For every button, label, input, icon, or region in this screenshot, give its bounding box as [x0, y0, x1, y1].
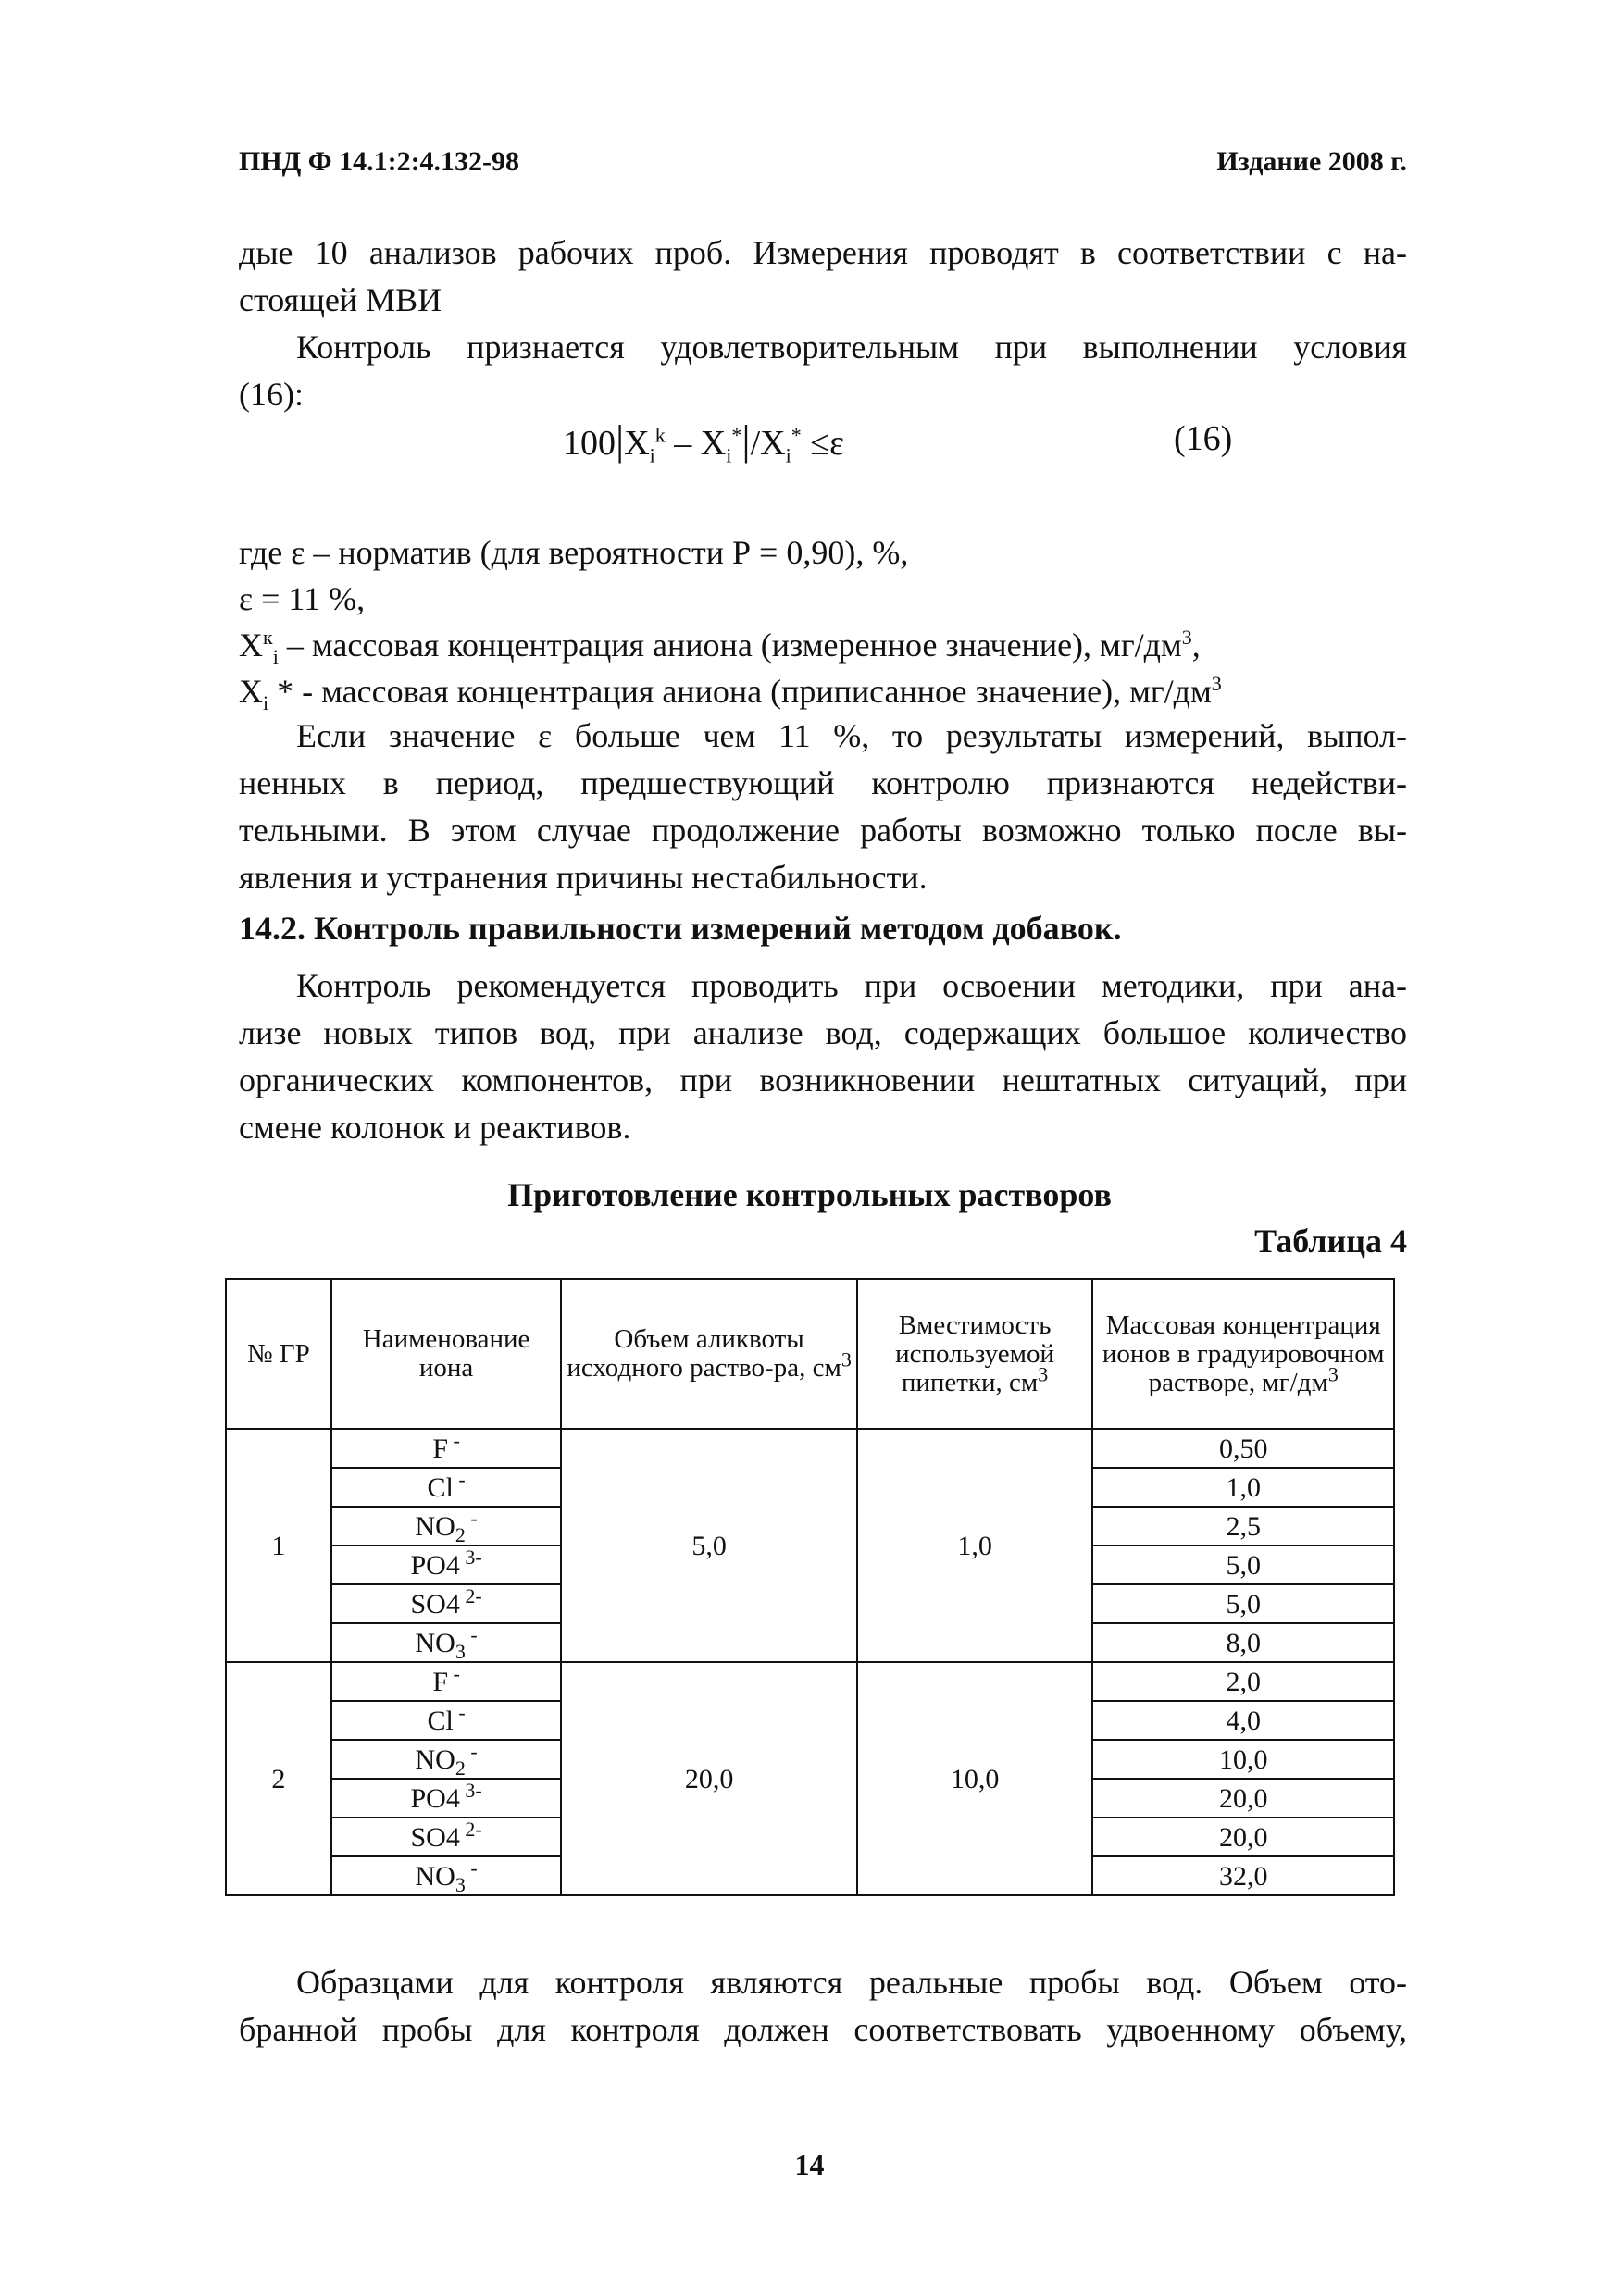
text-line: Контроль рекомендуется проводить при освоении методики, при ана-	[296, 967, 1407, 1004]
ion-cell	[331, 1468, 562, 1507]
concentration-cell: 8,0	[1092, 1623, 1394, 1662]
text-line: бранной пробы для контроля должен соответствовать удвоенному объему,	[239, 2011, 1407, 2048]
ion-charge: -	[453, 1700, 466, 1724]
text-line: органических компонентов, при возникновении нештатных ситуаций, при	[239, 1061, 1407, 1098]
ion-cell	[331, 1701, 562, 1740]
concentration-cell: 32,0	[1092, 1856, 1394, 1895]
ion-cell	[331, 1856, 562, 1895]
aliquot-cell: 5,0	[561, 1429, 856, 1662]
control-solutions-table	[225, 1278, 1395, 1896]
pipette-cell: 10,0	[857, 1662, 1093, 1895]
ion-formula: $NO_3$	[415, 1860, 466, 1896]
header-aliquot: Объем аликвоты исходного раство-ра, $см^3$	[561, 1279, 856, 1429]
section-heading: 14.2. Контроль правильности измерений методом добавок.	[239, 910, 1122, 947]
ion-cell	[331, 1818, 562, 1856]
aliquot-cell: 20,0	[561, 1662, 856, 1895]
ion-charge: -	[448, 1661, 460, 1685]
concentration-cell: 4,0	[1092, 1701, 1394, 1740]
ion-charge: 3-	[459, 1545, 482, 1569]
ion-cell	[331, 1545, 562, 1584]
table-header-row	[226, 1279, 1394, 1429]
text-line: стоящей МВИ	[239, 281, 442, 318]
header-concentration: Массовая концентрация ионов в градуировочном растворе, $мг/дм^3$	[1092, 1279, 1394, 1429]
page-number: 14	[794, 2148, 825, 2181]
validity-paragraph	[239, 713, 1407, 901]
text-line: дые 10 анализов рабочих проб. Измерения проводят в соответствии с на-	[239, 234, 1407, 271]
table-row	[226, 1429, 1394, 1468]
ion-charge: -	[465, 1506, 478, 1530]
ion-cell	[331, 1507, 562, 1545]
ion-cell	[331, 1429, 562, 1468]
ion-formula: SO4	[410, 1821, 460, 1853]
text-line: ненных в период, предшествующий контролю признаются недействи-	[239, 764, 1407, 801]
text-line: Если значение ε больше чем 11 %, то результаты измерений, выпол-	[296, 717, 1407, 754]
ion-charge: 3-	[459, 1778, 482, 1802]
concentration-cell: 20,0	[1092, 1818, 1394, 1856]
ion-charge: -	[448, 1428, 460, 1452]
concentration-cell: 10,0	[1092, 1740, 1394, 1779]
ion-charge: -	[453, 1467, 466, 1491]
concentration-cell: 0,50	[1092, 1429, 1394, 1468]
text-line: (16):	[239, 376, 304, 413]
ion-charge: 2-	[459, 1817, 482, 1841]
xs-definition: $X_i$ * - массовая концентрация аниона (приписанное значение), $мг/дм^3$	[239, 672, 1222, 715]
ion-formula: PO4	[410, 1782, 460, 1814]
ion-cell	[331, 1623, 562, 1662]
header-pipette: Вместимость используемой пипетки, $см^3$	[857, 1279, 1093, 1429]
ion-charge: -	[465, 1622, 478, 1646]
concentration-cell: 2,5	[1092, 1507, 1394, 1545]
ion-cell	[331, 1779, 562, 1818]
document-code: ПНД Ф 14.1:2:4.132-98	[239, 146, 520, 177]
text-line: смене колонок и реактивов.	[239, 1109, 631, 1146]
group-number-cell: 2	[226, 1662, 331, 1895]
intro-paragraph	[239, 230, 1407, 418]
pipette-cell: 1,0	[857, 1429, 1093, 1662]
concentration-cell: 5,0	[1092, 1584, 1394, 1623]
text-line: тельными. В этом случае продолжение работы возможно только после вы-	[239, 812, 1407, 849]
edition-label: Издание 2008 г.	[1216, 146, 1407, 177]
ion-cell	[331, 1584, 562, 1623]
formula-16: $100|X_i^k - X_i^*|/X_i^* \le\varepsilon$	[563, 416, 845, 467]
concentration-cell: 1,0	[1092, 1468, 1394, 1507]
ion-formula: $NO_2$	[415, 1744, 466, 1780]
table-label: Таблица 4	[1254, 1222, 1407, 1260]
ion-cell	[331, 1662, 562, 1701]
concentration-cell: 5,0	[1092, 1545, 1394, 1584]
text-line: явления и устранения причины нестабильности.	[239, 859, 928, 896]
text-line: лизе новых типов вод, при анализе вод, содержащих большое количество	[239, 1014, 1407, 1051]
text-line: Образцами для контроля являются реальные пробы вод. Объем ото-	[296, 1964, 1407, 2001]
concentration-cell: 20,0	[1092, 1779, 1394, 1818]
samples-paragraph	[239, 1959, 1407, 2054]
ion-formula: F	[432, 1666, 449, 1697]
header-group: № ГР	[226, 1279, 331, 1429]
group-number-cell: 1	[226, 1429, 331, 1662]
table-caption: Приготовление контрольных растворов	[507, 1176, 1112, 1213]
epsilon-value: ε = 11 %,	[239, 580, 366, 617]
ion-formula: $NO_2$	[415, 1510, 466, 1546]
ion-formula: Cl	[427, 1705, 454, 1736]
ion-formula: F	[432, 1433, 449, 1464]
ion-formula: PO4	[410, 1549, 460, 1581]
header-ion-name: Наименование иона	[331, 1279, 562, 1429]
ion-charge: -	[465, 1855, 478, 1880]
text-line: Контроль признается удовлетворительным при выполнении условия	[296, 329, 1407, 366]
concentration-cell: 2,0	[1092, 1662, 1394, 1701]
ion-cell	[331, 1740, 562, 1779]
recommendation-paragraph	[239, 962, 1407, 1151]
epsilon-definition: где ε – норматив (для вероятности Р = 0,90), %,	[239, 534, 909, 571]
ion-formula: $NO_3$	[415, 1627, 466, 1663]
ion-formula: Cl	[427, 1471, 454, 1503]
table-row	[226, 1662, 1394, 1701]
ion-charge: 2-	[459, 1583, 482, 1607]
ion-charge: -	[465, 1739, 478, 1763]
ion-formula: SO4	[410, 1588, 460, 1620]
xk-definition: $X^к_i$ – массовая концентрация аниона (измеренное значение), $мг/дм^3$,	[239, 626, 1201, 669]
formula-number: (16)	[1174, 419, 1233, 458]
